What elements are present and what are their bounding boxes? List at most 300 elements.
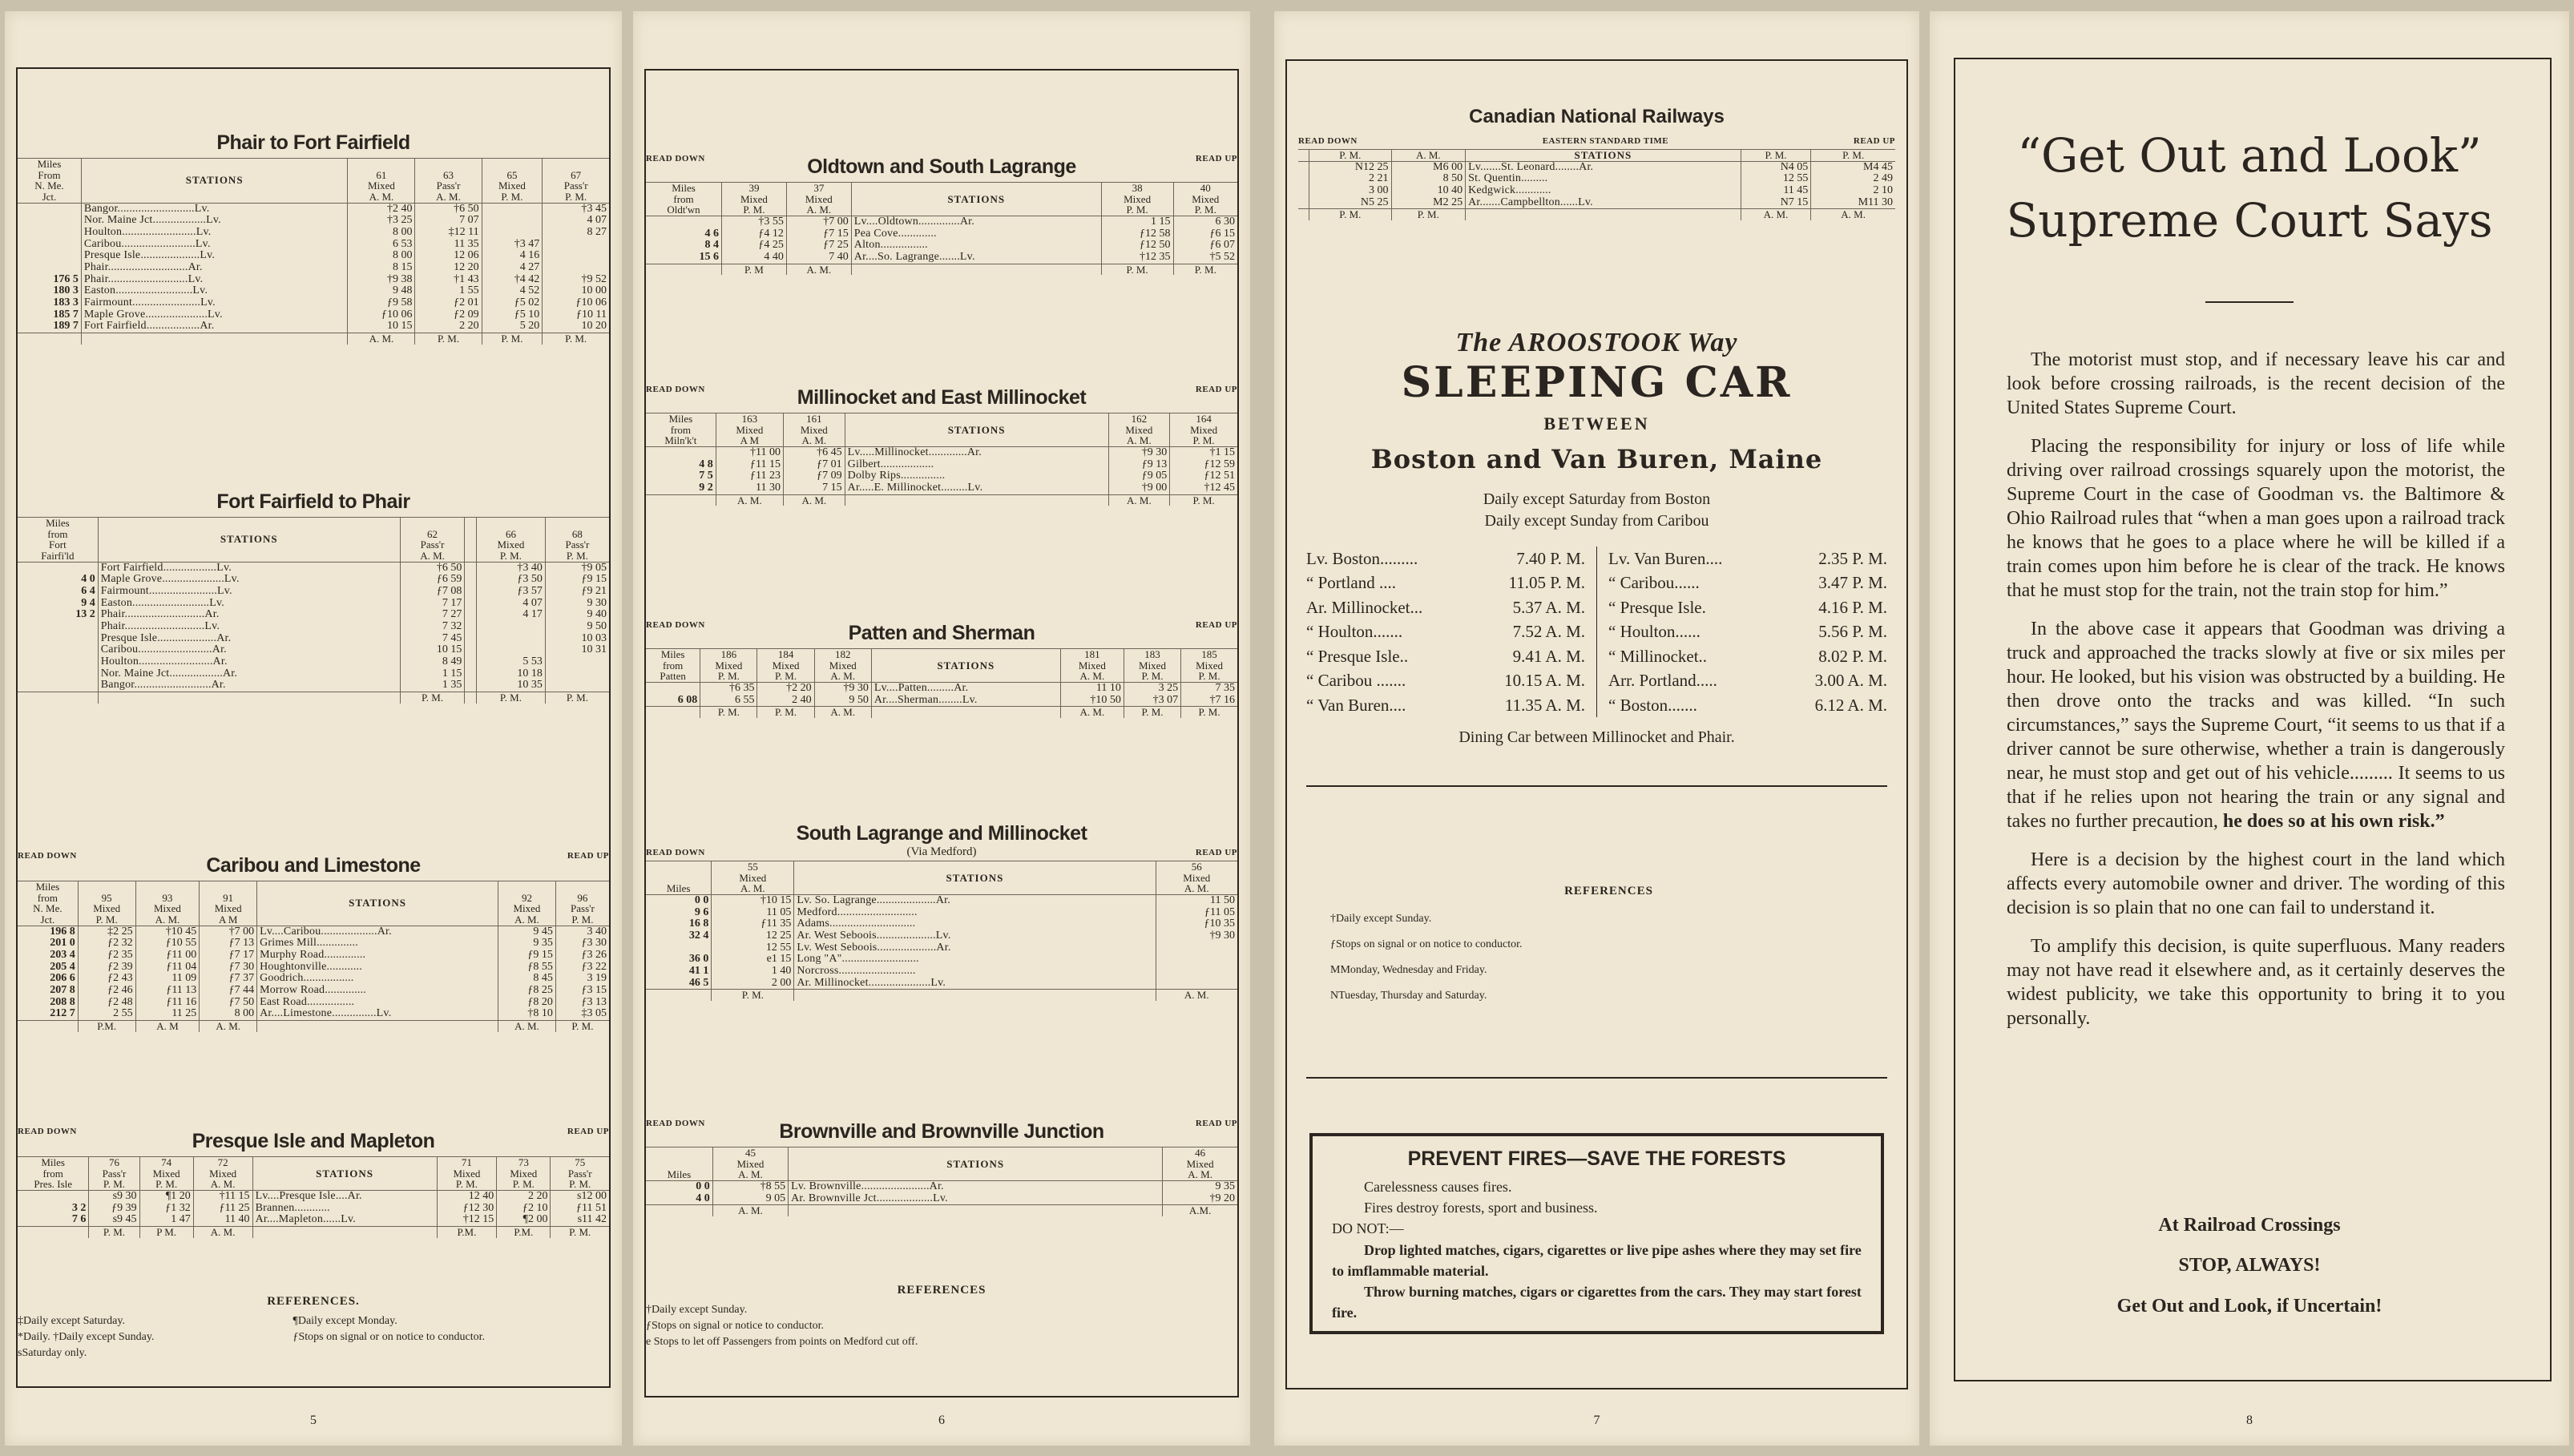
- time-cell: M2 25: [1391, 197, 1466, 209]
- time-cell: †12 45: [1170, 482, 1237, 494]
- timetable: [1298, 149, 1895, 220]
- table-footer-row: [18, 333, 609, 345]
- time-cell: †12 35: [1101, 252, 1173, 264]
- schedule-time: 8.02 P. M.: [1818, 646, 1887, 666]
- sleeping-car-promo: [1306, 328, 1887, 787]
- time-cell: 10 20: [543, 321, 609, 333]
- time-cell: 4 16: [482, 250, 543, 262]
- time-cell: [545, 680, 609, 692]
- am-pm-cell: P. M.: [482, 333, 543, 345]
- column-header: STATIONS: [845, 413, 1108, 447]
- standard-time-label: EASTERN STANDARD TIME: [1542, 136, 1669, 146]
- read-down-label: READ DOWN: [646, 385, 705, 394]
- footer-line: STOP, ALWAYS!: [2178, 1255, 2321, 1277]
- time-cell: 5 20: [482, 321, 543, 333]
- read-down-label: READ DOWN: [646, 1119, 705, 1128]
- mileage-cell: 7 5: [699, 470, 713, 482]
- time-cell: ƒ11 05: [1156, 907, 1237, 919]
- time-cell: †5 52: [1173, 252, 1237, 264]
- time-cell: 9 48: [348, 285, 415, 297]
- mileage-cell: [18, 215, 81, 227]
- table-row: [646, 228, 1237, 240]
- time-cell: [465, 633, 477, 645]
- table-row: [18, 973, 609, 985]
- station-cell: Bangor..........................Lv.: [81, 203, 347, 215]
- mileage-cell: 203 4: [50, 948, 75, 961]
- time-cell: ƒ7 44: [200, 985, 257, 997]
- time-cell: ƒ2 43: [78, 973, 135, 985]
- am-pm-cell: [851, 264, 1101, 275]
- column-header: 161 Mixed A. M.: [783, 413, 845, 447]
- time-cell: [465, 644, 477, 656]
- am-pm-cell: P. M.: [757, 707, 814, 718]
- schedule-station: Arr. Portland.....: [1608, 671, 1717, 691]
- read-up-label: READ UP: [1853, 136, 1895, 146]
- mileage-cell: 176 5: [53, 272, 79, 285]
- column-header: 74 Mixed P. M.: [139, 1157, 193, 1191]
- table-row: [646, 942, 1237, 954]
- section-title: South Lagrange and Millinocket: [796, 822, 1087, 845]
- fire-heading: PREVENT FIRES—SAVE THE FORESTS: [1407, 1147, 1786, 1170]
- am-pm-cell: A. M.: [498, 1021, 556, 1032]
- column-header: 39 Mixed P. M.: [722, 183, 787, 216]
- column-header: 181 Mixed A. M.: [1060, 649, 1124, 683]
- station-cell: Phair...........................Lv.: [98, 621, 400, 633]
- time-cell: [1156, 954, 1237, 966]
- mileage-cell: [646, 446, 716, 458]
- time-cell: e1 15: [712, 954, 794, 966]
- time-cell: [465, 668, 477, 680]
- am-pm-cell: A. M.: [348, 333, 415, 345]
- am-pm-cell: [646, 264, 722, 275]
- timetable: [646, 1147, 1237, 1216]
- timetable-section: [18, 851, 609, 1032]
- column-header: 75 Pass'r P. M.: [551, 1157, 609, 1191]
- time-cell: 12 40: [437, 1190, 497, 1202]
- time-cell: ƒ2 32: [78, 938, 135, 950]
- mileage-cell: [646, 942, 712, 954]
- station-cell: Lv....Oldtown..............Ar.: [851, 216, 1101, 228]
- mileage-cell: 9 4: [81, 596, 95, 609]
- mileage-cell: [646, 216, 722, 228]
- schedule-station: “ Presque Isle..: [1306, 646, 1409, 666]
- read-up-label: READ UP: [1195, 385, 1237, 394]
- station-cell: Lv. Brownville.......................Ar.: [789, 1180, 1163, 1192]
- station-cell: Easton..........................Lv.: [81, 285, 347, 297]
- read-down-label: READ DOWN: [646, 848, 705, 857]
- am-pm-cell: P. M.: [1101, 264, 1173, 275]
- table-row: [18, 950, 609, 962]
- route-heading: Boston and Van Buren, Maine: [1370, 444, 1823, 474]
- time-cell: [543, 262, 609, 274]
- time-cell: †10 50: [1060, 695, 1124, 707]
- schedule-row: [1306, 668, 1585, 692]
- page-6: [633, 11, 1250, 1446]
- station-cell: Nor. Maine Jct..................Lv.: [81, 215, 347, 227]
- table-row: [18, 633, 609, 645]
- time-cell: N12 25: [1309, 161, 1391, 173]
- column-header: STATIONS: [81, 159, 347, 204]
- table-row: [646, 930, 1237, 942]
- station-cell: Dolby Rips...............: [845, 470, 1108, 482]
- time-cell: 11 25: [135, 1008, 200, 1020]
- prevent-fires-box: [1309, 1133, 1884, 1334]
- table-row: [18, 274, 609, 286]
- time-cell: †10 45: [135, 926, 200, 938]
- table-row: [646, 216, 1237, 228]
- time-cell: s9 45: [89, 1214, 139, 1226]
- station-cell: Morrow Road..............: [257, 985, 498, 997]
- am-pm-cell: P. M.: [543, 333, 609, 345]
- read-up-label: READ UP: [567, 851, 609, 861]
- table-row: [646, 240, 1237, 252]
- am-pm-cell: A. M.: [1156, 990, 1237, 1001]
- time-cell: [465, 609, 477, 621]
- time-cell: ƒ2 48: [78, 997, 135, 1009]
- time-cell: ƒ9 15: [545, 574, 609, 586]
- time-cell: 2 49: [1811, 173, 1895, 185]
- schedule-time: 2.35 P. M.: [1818, 549, 1887, 568]
- table-row: [1298, 197, 1895, 209]
- station-cell: Norcross..........................: [794, 966, 1156, 978]
- reference-item: ƒStops on signal or on notice to conductor.: [1330, 938, 1523, 950]
- time-cell: ƒ12 59: [1170, 459, 1237, 471]
- table-row: [18, 656, 609, 668]
- time-cell: †7 00: [786, 216, 851, 228]
- mileage-cell: [18, 621, 98, 633]
- station-cell: Adams.............................: [794, 918, 1156, 930]
- read-down-label: READ DOWN: [646, 620, 705, 630]
- time-cell: ƒ2 10: [497, 1203, 551, 1215]
- time-cell: ƒ7 15: [786, 228, 851, 240]
- time-cell: [482, 215, 543, 227]
- cn-timetable-section: [1298, 106, 1895, 220]
- am-pm-cell: [1298, 209, 1309, 220]
- sleeping-car-schedule: [1306, 547, 1887, 717]
- time-cell: 12 25: [712, 930, 794, 942]
- mileage-cell: 6 4: [81, 584, 95, 597]
- table-row: [18, 1214, 609, 1226]
- time-cell: 6 30: [1173, 216, 1237, 228]
- time-cell: 1 47: [139, 1214, 193, 1226]
- time-cell: [477, 633, 546, 645]
- read-down-label: READ DOWN: [1298, 136, 1358, 146]
- am-pm-cell: P. M.: [700, 707, 757, 718]
- mileage-cell: 0 0: [694, 893, 709, 906]
- table-row: [18, 262, 609, 274]
- time-cell: ƒ2 35: [78, 950, 135, 962]
- station-cell: Bangor..........................Ar.: [98, 680, 400, 692]
- section-title: Patten and Sherman: [848, 622, 1035, 644]
- table-footer-row: [646, 494, 1237, 506]
- column-header: 182 Mixed A. M.: [814, 649, 871, 683]
- table-row: [18, 309, 609, 321]
- timetable-section: [18, 490, 609, 704]
- table-row: [1298, 185, 1895, 197]
- time-cell: N4 05: [1741, 161, 1811, 173]
- article-paragraph: [2007, 617, 2505, 833]
- paragraph-text: In the above case it appears that Goodman was driving a truck and approached the tracks slowly at five or six miles per hour. He looked, but his vision was obstructed by a building. He then drove onto the tracks and was killed. “In such circumstances,” says the Supreme Court, “it seems to us that if a driver cannot be sure otherwise, whether a train is dangerously near, he must stop and get out of his vehicle......... It seems to us that if he relies upon not hearing the train or any signal and takes no further precaution,: [2007, 619, 2505, 832]
- timetable-section: [18, 131, 609, 345]
- reference-item: NTuesday, Thursday and Saturday.: [1330, 990, 1487, 1002]
- mileage-cell: 185 7: [53, 308, 79, 321]
- station-cell: Phair...........................Ar.: [98, 609, 400, 621]
- column-header: STATIONS: [794, 861, 1156, 895]
- time-cell: [543, 239, 609, 251]
- emphasized-text: he does so at his own risk.”: [2222, 811, 2445, 832]
- column-header: STATIONS: [789, 1147, 1163, 1181]
- table-row: [646, 907, 1237, 919]
- time-cell: ƒ2 01: [415, 297, 482, 309]
- station-cell: Medford...........................: [794, 907, 1156, 919]
- station-cell: Murphy Road..............: [257, 950, 498, 962]
- time-cell: †9 30: [1108, 446, 1170, 458]
- time-cell: 11 35: [415, 239, 482, 251]
- article-body: [2007, 348, 2505, 1045]
- table-footer-row: [18, 692, 609, 704]
- station-cell: Ar....Limestone...............Lv.: [257, 1008, 498, 1020]
- table-row: [18, 297, 609, 309]
- time-cell: †9 38: [348, 274, 415, 286]
- time-cell: ƒ3 22: [555, 962, 609, 974]
- am-pm-cell: [18, 1226, 89, 1237]
- read-up-label: READ UP: [1195, 1119, 1237, 1128]
- table-footer-row: [646, 990, 1237, 1001]
- schedule-row: [1306, 571, 1585, 595]
- mileage-cell: [646, 682, 700, 694]
- time-cell: 3 00: [1309, 185, 1391, 197]
- article-heading: [1962, 123, 2537, 303]
- mileage-cell: 196 8: [50, 925, 75, 938]
- schedule-row: [1306, 595, 1585, 619]
- am-pm-cell: P. M.: [89, 1226, 139, 1237]
- time-cell: [543, 250, 609, 262]
- table-row: [646, 470, 1237, 482]
- mileage-cell: 36 0: [688, 953, 709, 966]
- time-cell: 9 05: [712, 1193, 788, 1205]
- time-cell: 8 15: [348, 262, 415, 274]
- time-cell: 10 15: [348, 321, 415, 333]
- station-cell: Phair...........................Lv.: [81, 274, 347, 286]
- time-cell: †6 50: [415, 203, 482, 215]
- time-cell: N7 15: [1741, 197, 1811, 209]
- mileage-cell: 207 8: [50, 984, 75, 996]
- time-cell: 12 20: [415, 262, 482, 274]
- table-row: [18, 1190, 609, 1202]
- station-cell: Phair...........................Ar.: [81, 262, 347, 274]
- schedule-row: [1608, 571, 1887, 595]
- time-cell: ƒ6 59: [400, 574, 465, 586]
- mileage-cell: [18, 262, 81, 274]
- daily-note: Daily except Sunday from Caribou: [1484, 512, 1709, 530]
- page-number: 7: [1593, 1414, 1600, 1427]
- time-cell: ƒ7 09: [783, 470, 845, 482]
- am-pm-cell: P.M.: [497, 1226, 551, 1237]
- station-cell: Fort Fairfield..................Ar.: [81, 321, 347, 333]
- time-cell: 7 07: [415, 215, 482, 227]
- table-row: [18, 239, 609, 251]
- station-cell: Caribou.........................Ar.: [98, 644, 400, 656]
- read-up-label: READ UP: [1195, 154, 1237, 163]
- am-pm-cell: [845, 494, 1108, 506]
- reference-item: ¶Daily except Monday.: [292, 1315, 397, 1327]
- time-cell: 5 53: [477, 656, 546, 668]
- page-7: [1274, 11, 1919, 1446]
- schedule-station: “ Presque Isle.: [1608, 597, 1706, 617]
- table-row: [18, 250, 609, 262]
- read-up-label: READ UP: [1195, 848, 1237, 857]
- table-row: [18, 644, 609, 656]
- time-cell: 7 32: [400, 621, 465, 633]
- table-row: [18, 586, 609, 598]
- fire-line: Throw burning matches, cigars or cigarettes from the cars. They may start forest fire.: [1332, 1283, 1862, 1321]
- article-paragraph: The motorist must stop, and if necessary leave his car and look before crossing railroads, is the recent decision of the United States Supreme Court.: [2007, 349, 2505, 418]
- schedule-station: Lv. Boston.........: [1306, 549, 1418, 568]
- table-row: [1298, 161, 1895, 173]
- column-header: 183 Mixed P. M.: [1124, 649, 1180, 683]
- timetable-section: [18, 1127, 609, 1238]
- timetable-section: [646, 1119, 1237, 1216]
- daily-note: Daily except Saturday from Boston: [1483, 490, 1711, 508]
- read-down-label: READ DOWN: [18, 851, 77, 861]
- between-label: BETWEEN: [1543, 413, 1650, 434]
- am-pm-cell: A. M.: [200, 1021, 257, 1032]
- timetable: [18, 881, 609, 1032]
- time-cell: ƒ1 32: [139, 1203, 193, 1215]
- time-cell: 4 40: [722, 252, 787, 264]
- time-cell: ƒ3 30: [555, 938, 609, 950]
- mileage-cell: [18, 239, 81, 251]
- am-pm-cell: A. M.: [716, 494, 783, 506]
- time-cell: ƒ4 12: [722, 228, 787, 240]
- schedule-station: “ Houlton......: [1608, 622, 1701, 642]
- time-cell: ƒ12 50: [1101, 240, 1173, 252]
- am-pm-cell: [465, 692, 477, 704]
- time-cell: 6 55: [700, 695, 757, 707]
- table-row: [18, 962, 609, 974]
- schedule-northbound: [1608, 547, 1887, 717]
- table-footer-row: [18, 1226, 609, 1237]
- am-pm-cell: P. M.: [712, 990, 794, 1001]
- mileage-cell: 8 4: [704, 239, 719, 252]
- mileage-cell: [18, 227, 81, 239]
- time-cell: M4 45: [1811, 161, 1895, 173]
- am-pm-cell: A. M.: [814, 707, 871, 718]
- read-down-label: READ DOWN: [646, 154, 705, 163]
- time-cell: ƒ7 30: [200, 962, 257, 974]
- table-row: [646, 252, 1237, 264]
- time-cell: †9 20: [1163, 1193, 1237, 1205]
- time-cell: 2 20: [497, 1190, 551, 1202]
- time-cell: ƒ2 09: [415, 309, 482, 321]
- am-pm-cell: A. M.: [193, 1226, 252, 1237]
- time-cell: 4 27: [482, 262, 543, 274]
- schedule-station: Lv. Van Buren....: [1608, 549, 1723, 568]
- section-title: Brownville and Brownville Junction: [779, 1120, 1104, 1143]
- time-cell: [1156, 978, 1237, 990]
- schedule-time: 4.16 P. M.: [1818, 597, 1887, 617]
- table-row: [646, 1193, 1237, 1205]
- table-row: [18, 215, 609, 227]
- time-cell: 8 50: [1391, 173, 1466, 185]
- timetable-section: [646, 154, 1237, 275]
- time-cell: 4 17: [477, 609, 546, 621]
- column-header: 65 Mixed P. M.: [482, 159, 543, 204]
- mileage-cell: [18, 250, 81, 262]
- mileage-cell: [18, 668, 98, 680]
- fire-line: Carelessness causes fires.: [1364, 1179, 1512, 1196]
- schedule-row: [1306, 619, 1585, 643]
- station-cell: Lv. So. Lagrange....................Ar.: [794, 894, 1156, 906]
- section-title: Caribou and Limestone: [206, 854, 421, 877]
- page-number: 5: [310, 1414, 317, 1427]
- time-cell: ƒ3 26: [555, 950, 609, 962]
- column-header: Miles from Oldt'wn: [646, 183, 722, 216]
- time-cell: 11 05: [712, 907, 794, 919]
- column-header: 67 Pass'r P. M.: [543, 159, 609, 204]
- station-cell: Ar. West Seboois....................Lv.: [794, 930, 1156, 942]
- mileage-cell: 208 8: [50, 995, 75, 1008]
- reference-item: ƒStops on signal or notice to conductor.: [646, 1320, 825, 1332]
- mileage-cell: 212 7: [50, 1007, 75, 1020]
- column-header: 55 Mixed A. M.: [712, 861, 794, 895]
- table-row: [646, 682, 1237, 694]
- schedule-time: 9.41 A. M.: [1512, 646, 1585, 666]
- am-pm-cell: [646, 494, 716, 506]
- time-cell: [1156, 966, 1237, 978]
- time-cell: †6 50: [400, 562, 465, 574]
- time-cell: 11 45: [1741, 185, 1811, 197]
- time-cell: 2 00: [712, 978, 794, 990]
- station-cell: Caribou.........................Lv.: [81, 239, 347, 251]
- am-pm-cell: [252, 1226, 437, 1237]
- time-cell: 12 06: [415, 250, 482, 262]
- time-cell: 2 20: [415, 321, 482, 333]
- time-cell: 11 50: [1156, 894, 1237, 906]
- table-row: [18, 997, 609, 1009]
- time-cell: 3 19: [555, 973, 609, 985]
- am-pm-cell: P.M.: [78, 1021, 135, 1032]
- table-row: [18, 621, 609, 633]
- mileage-cell: 41 1: [688, 965, 709, 978]
- time-cell: †3 07: [1124, 695, 1180, 707]
- time-cell: ƒ9 21: [545, 586, 609, 598]
- table-row: [646, 966, 1237, 978]
- schedule-time: 7.40 P. M.: [1516, 549, 1585, 568]
- time-cell: 8 45: [498, 973, 556, 985]
- article-footer: [1962, 1205, 2537, 1326]
- mileage-cell: 183 3: [53, 296, 79, 309]
- column-header: 76 Pass'r P. M.: [89, 1157, 139, 1191]
- station-cell: Gilbert..................: [845, 459, 1108, 471]
- mileage-cell: [1298, 173, 1309, 185]
- time-cell: 10 00: [543, 285, 609, 297]
- time-cell: ƒ7 37: [200, 973, 257, 985]
- time-cell: ƒ8 55: [498, 962, 556, 974]
- mileage-cell: [1298, 161, 1309, 173]
- station-cell: Goodrich.................: [257, 973, 498, 985]
- am-pm-cell: [871, 707, 1060, 718]
- references: [1330, 885, 1887, 1006]
- am-pm-cell: P. M: [722, 264, 787, 275]
- time-cell: †3 55: [722, 216, 787, 228]
- timetable: [646, 861, 1237, 1001]
- column-header: STATIONS: [252, 1157, 437, 1191]
- time-cell: 9 50: [545, 621, 609, 633]
- table-row: [18, 668, 609, 680]
- references-heading: REFERENCES.: [267, 1295, 360, 1308]
- table-row: [18, 926, 609, 938]
